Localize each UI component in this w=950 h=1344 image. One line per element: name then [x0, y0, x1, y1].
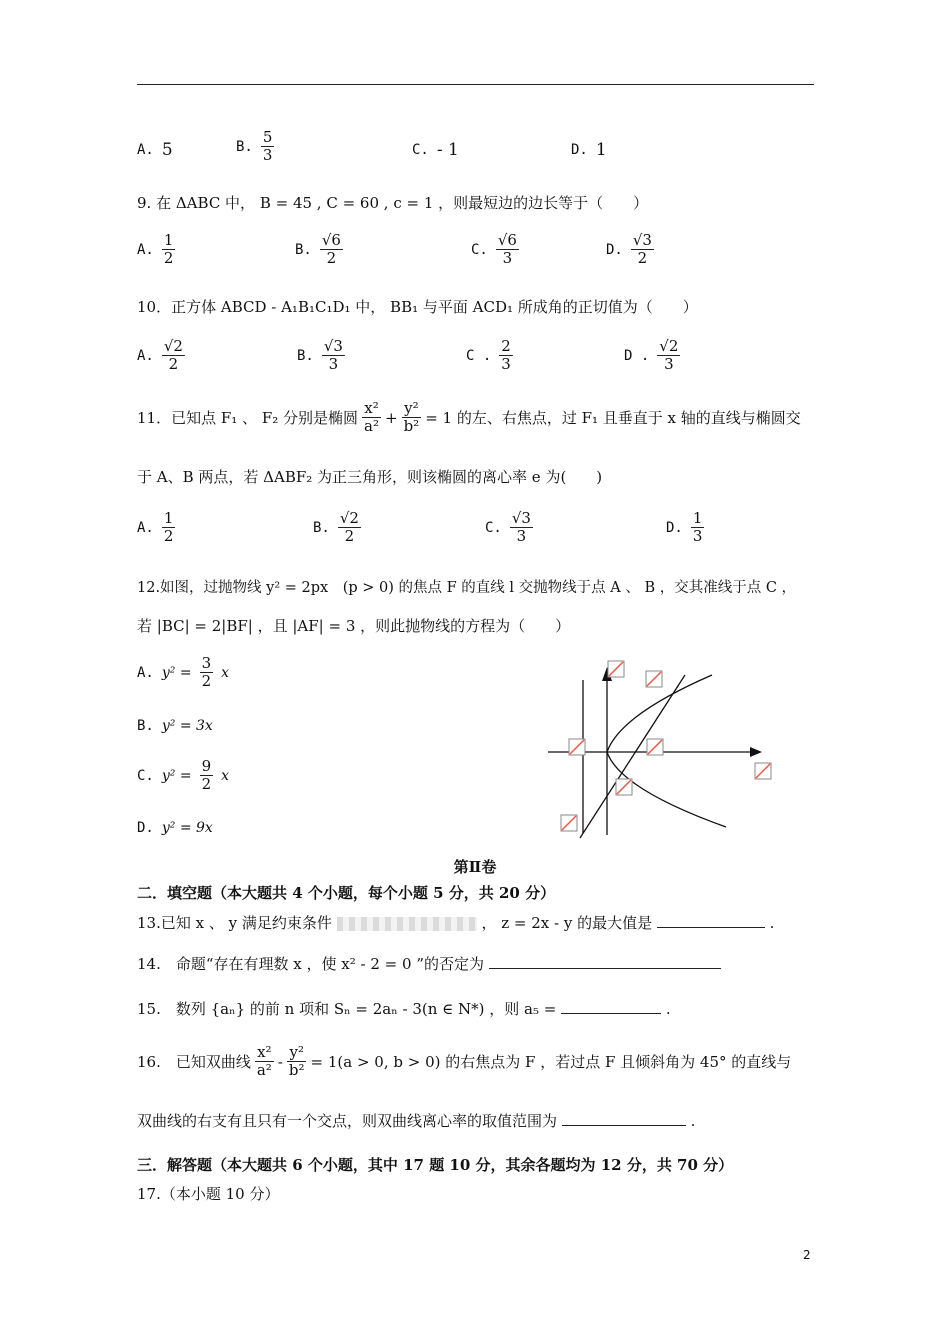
option-expr-tail: x — [221, 767, 230, 784]
parabola-figure — [540, 655, 780, 845]
denominator: 2 — [326, 249, 337, 268]
numerator: x² — [257, 1043, 272, 1061]
option-label: C. — [137, 767, 154, 784]
option-expr-tail: x — [221, 664, 230, 681]
option-expr: y² = 3x — [161, 718, 213, 734]
section-3-title: 三．解答题（本大题共 6 个小题，其中 17 题 10 分，其余各题均为 12 分，共 70 分） — [137, 1156, 734, 1174]
fraction — [402, 400, 422, 436]
question-11-line1 — [137, 400, 801, 436]
q15-end: . — [665, 1000, 671, 1018]
focal-line — [580, 675, 685, 838]
option-label: C . — [466, 347, 492, 364]
fraction — [499, 338, 513, 374]
fraction — [200, 655, 214, 691]
fraction — [261, 129, 275, 165]
numerator: 5 — [262, 128, 273, 146]
q11-text-b: = 1 的左、右焦点，过 F₁ 且垂直于 x 轴的直线与椭圆交 — [425, 409, 801, 428]
q9-option-a — [137, 232, 175, 268]
denominator: 2 — [168, 355, 179, 374]
option-label: A. — [137, 241, 154, 258]
fraction — [162, 338, 185, 374]
q11-text-a: 11．已知点 F₁ 、 F₂ 分别是椭圆 — [137, 409, 359, 428]
numerator: √2 — [339, 509, 359, 527]
option-label: B. — [137, 718, 154, 734]
fraction — [320, 232, 343, 268]
option-expr: y² = 9x — [161, 820, 213, 836]
q12-option-c — [137, 758, 229, 794]
denominator: 3 — [664, 355, 674, 374]
denominator: 2 — [637, 249, 648, 268]
option-label: D. — [137, 820, 154, 836]
option-value: 5 — [161, 140, 173, 160]
q9-option-d — [606, 232, 654, 268]
option-label: B. — [295, 241, 312, 258]
option-value: 1 — [595, 140, 607, 160]
minus-sign: - — [277, 1052, 283, 1071]
fraction — [255, 1044, 274, 1080]
fraction — [322, 338, 345, 374]
question-17: 17.（本小题 10 分） — [137, 1185, 280, 1203]
plus-sign: + — [384, 408, 398, 427]
fraction — [200, 758, 214, 794]
q8-option-a — [137, 140, 173, 160]
fraction — [162, 510, 176, 546]
q16-text-a: 16. 已知双曲线 — [137, 1053, 251, 1072]
numerator: 2 — [501, 337, 511, 355]
question-15 — [137, 998, 671, 1019]
q16-text-b: = 1(a > 0, b > 0) 的右焦点为 F ，若过点 F 且倾斜角为 45° 的直线与 — [310, 1053, 792, 1072]
q8-option-d — [571, 140, 607, 160]
denominator: 3 — [692, 527, 703, 546]
q13-text-a: 13.已知 x 、 y 满足约束条件 — [137, 914, 332, 932]
option-value: - 1 — [436, 140, 459, 160]
section-2-title: 二．填空题（本大题共 4 个小题，每个小题 5 分，共 20 分） — [137, 884, 556, 902]
option-label: B. — [313, 519, 330, 536]
q11-option-a — [137, 510, 175, 546]
option-label: D. — [571, 142, 588, 158]
fraction — [691, 510, 705, 546]
q9-option-c — [471, 232, 519, 268]
answer-blank[interactable] — [561, 1013, 661, 1014]
option-label: D. — [666, 519, 683, 536]
option-expr: y² = — [161, 664, 192, 681]
option-label: A. — [137, 142, 154, 158]
denominator: 2 — [163, 527, 174, 546]
point-label-placeholders — [561, 661, 771, 831]
option-label: A. — [137, 347, 154, 364]
parabola-curve — [607, 675, 726, 827]
numerator: 1 — [692, 509, 703, 527]
denominator: 3 — [502, 249, 513, 268]
numerator: 1 — [163, 231, 174, 249]
option-label: C. — [485, 519, 502, 536]
answer-blank[interactable] — [657, 927, 765, 928]
question-12-line2: 若 |BC| = 2|BF| ，且 |AF| = 3 ，则此抛物线的方程为（ ） — [137, 617, 571, 635]
header-rule — [137, 84, 814, 85]
q13-end: . — [769, 914, 775, 932]
q16-end: . — [690, 1112, 696, 1130]
denominator: 3 — [262, 146, 273, 165]
fraction — [657, 338, 680, 374]
fraction — [338, 510, 361, 546]
denominator: 2 — [163, 249, 174, 268]
fraction — [510, 510, 533, 546]
q10-option-b — [297, 338, 345, 374]
q14-text: 14. 命题“存在有理数 x ，使 x² - 2 = 0 ”的否定为 — [137, 955, 484, 973]
fraction — [631, 232, 654, 268]
fraction — [496, 232, 519, 268]
question-13 — [137, 912, 774, 933]
answer-blank[interactable] — [562, 1125, 686, 1126]
answer-blank[interactable] — [489, 968, 721, 969]
option-label: B. — [297, 347, 314, 364]
numerator: √3 — [323, 337, 343, 355]
option-label: A. — [137, 664, 154, 681]
q11-option-b — [313, 510, 361, 546]
q12-option-b — [137, 718, 213, 734]
q8-option-c — [412, 140, 459, 160]
denominator: a² — [256, 1061, 272, 1080]
fraction — [162, 232, 176, 268]
q11-option-d — [666, 510, 704, 546]
section-2-heading: 第Ⅱ卷 — [453, 858, 497, 876]
numerator: √3 — [632, 231, 652, 249]
option-label: C. — [471, 241, 488, 258]
numerator: 1 — [163, 509, 174, 527]
denominator: 3 — [328, 355, 339, 374]
denominator: 2 — [201, 775, 212, 794]
q10-option-d — [624, 338, 680, 374]
numerator: 9 — [201, 757, 212, 775]
q12-option-a — [137, 655, 229, 691]
option-label: D . — [624, 347, 650, 364]
fraction — [362, 400, 381, 436]
option-label: D. — [606, 241, 623, 258]
q10-option-a — [137, 338, 185, 374]
option-label: B. — [236, 138, 253, 155]
q11-option-c — [485, 510, 533, 546]
question-10: 10．正方体 ABCD - A₁B₁C₁D₁ 中， BB₁ 与平面 ACD₁ 所成角的正切值为（ ） — [137, 298, 698, 316]
denominator: 3 — [501, 355, 511, 374]
numerator: 3 — [201, 654, 212, 672]
denominator: b² — [403, 417, 420, 436]
denominator: b² — [288, 1061, 305, 1080]
numerator: √6 — [497, 231, 517, 249]
numerator: √2 — [163, 337, 183, 355]
x-axis-arrow — [750, 747, 762, 757]
numerator: y² — [289, 1043, 304, 1061]
denominator: 3 — [516, 527, 527, 546]
q12-option-d — [137, 820, 213, 836]
question-9: 9. 在 ΔABC 中， B = 45 , C = 60 , c = 1 ，则最短边的边长等于（ ） — [137, 194, 649, 212]
question-16-line1 — [137, 1044, 791, 1080]
denominator: 2 — [201, 672, 212, 691]
numerator: √2 — [659, 337, 679, 355]
numerator: √3 — [511, 509, 531, 527]
option-expr: y² = — [161, 767, 192, 784]
numerator: y² — [404, 399, 419, 417]
question-12-line1: 12.如图，过抛物线 y² = 2px (p > 0) 的焦点 F 的直线 l 交抛物线于点 A 、 B ，交其准线于点 C ， — [137, 580, 797, 596]
question-16-line2 — [137, 1110, 695, 1131]
q10-option-c — [466, 338, 513, 374]
denominator: 2 — [344, 527, 355, 546]
page-number: 2 — [803, 1248, 811, 1262]
constraint-image-placeholder — [337, 917, 477, 931]
question-14 — [137, 953, 721, 974]
q15-text: 15. 数列 {aₙ} 的前 n 项和 Sₙ = 2aₙ - 3(n ∈ N*) ，则 a₅ = — [137, 1000, 557, 1018]
fraction — [287, 1044, 307, 1080]
denominator: a² — [364, 417, 379, 436]
question-11-line2: 于 A、B 两点，若 ΔABF₂ 为正三角形，则该椭圆的离心率 e 为( ) — [137, 468, 603, 486]
q16-line2-text: 双曲线的右支有且只有一个交点，则双曲线离心率的取值范围为 — [137, 1112, 558, 1130]
q8-option-b — [236, 129, 274, 165]
option-label: A. — [137, 519, 154, 536]
q9-option-b — [295, 232, 343, 268]
q13-text-b: ， z = 2x - y 的最大值是 — [481, 914, 653, 932]
numerator: √6 — [321, 231, 341, 249]
option-label: C. — [412, 142, 429, 158]
numerator: x² — [364, 399, 379, 417]
